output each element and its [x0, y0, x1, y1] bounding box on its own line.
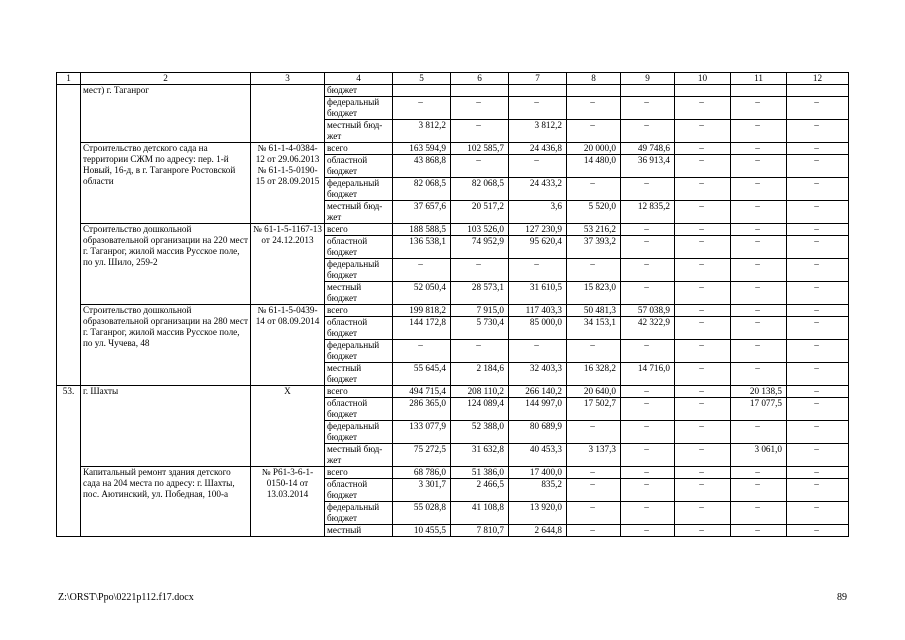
value-cell: 68 786,0 [393, 467, 451, 479]
value-cell: – [567, 421, 621, 444]
value-cell: 14 480,0 [567, 155, 621, 178]
value-cell [451, 85, 509, 97]
value-cell: – [675, 224, 731, 236]
value-cell: 20 138,5 [731, 386, 787, 398]
value-cell: – [675, 120, 731, 143]
value-cell: 14 716,0 [621, 363, 675, 386]
value-cell: – [567, 120, 621, 143]
value-cell: – [675, 479, 731, 502]
value-cell: – [621, 259, 675, 282]
value-cell: – [731, 479, 787, 502]
value-cell: 188 588,5 [393, 224, 451, 236]
expertise-cell [251, 85, 325, 143]
value-cell: – [731, 317, 787, 340]
value-cell: – [621, 340, 675, 363]
document-path: Z:\ORST\Ppo\0221p112.f17.docx [58, 592, 194, 603]
value-cell: – [675, 259, 731, 282]
value-cell: 34 153,1 [567, 317, 621, 340]
value-cell: – [675, 317, 731, 340]
header-cell: 5 [393, 73, 451, 85]
value-cell: 57 038,9 [621, 305, 675, 317]
object-name-cell: Строительство детского сада на территории СЖМ по адресу: пер. 1-й Новый, 16-д, в г. Таганроге Ростовской области [81, 143, 251, 224]
table-row [57, 467, 849, 479]
value-cell: 74 952,9 [451, 236, 509, 259]
header-row [57, 73, 849, 85]
value-cell: – [621, 421, 675, 444]
value-cell: 2 644,8 [509, 525, 567, 537]
value-cell: – [787, 155, 849, 178]
value-cell: – [731, 502, 787, 525]
budget-source-cell: всего [325, 143, 393, 155]
table-row [57, 224, 849, 236]
value-cell: 17 502,7 [567, 398, 621, 421]
value-cell: 52 388,0 [451, 421, 509, 444]
value-cell: – [675, 201, 731, 224]
value-cell: 199 818,2 [393, 305, 451, 317]
value-cell: – [787, 236, 849, 259]
value-cell: 5 520,0 [567, 201, 621, 224]
value-cell: – [787, 259, 849, 282]
budget-source-cell: федеральный бюджет [325, 178, 393, 201]
value-cell: 49 748,6 [621, 143, 675, 155]
table-row [57, 386, 849, 398]
value-cell: – [787, 224, 849, 236]
value-cell: – [731, 363, 787, 386]
value-cell: – [731, 97, 787, 120]
value-cell: – [621, 178, 675, 201]
value-cell: – [621, 502, 675, 525]
value-cell: 3,6 [509, 201, 567, 224]
value-cell: – [731, 525, 787, 537]
value-cell: – [567, 178, 621, 201]
value-cell: – [509, 340, 567, 363]
value-cell: 10 455,5 [393, 525, 451, 537]
value-cell: 42 322,9 [621, 317, 675, 340]
value-cell: – [675, 178, 731, 201]
value-cell: 266 140,2 [509, 386, 567, 398]
header-cell: 4 [325, 73, 393, 85]
value-cell: 51 386,0 [451, 467, 509, 479]
value-cell [509, 85, 567, 97]
value-cell: 163 594,9 [393, 143, 451, 155]
value-cell: – [621, 479, 675, 502]
value-cell: – [787, 467, 849, 479]
value-cell: 31 632,8 [451, 444, 509, 467]
value-cell: 55 028,8 [393, 502, 451, 525]
value-cell: – [451, 259, 509, 282]
value-cell: – [451, 120, 509, 143]
budget-source-cell: федеральный бюджет [325, 421, 393, 444]
budget-source-cell: всего [325, 224, 393, 236]
value-cell: – [621, 236, 675, 259]
value-cell: – [731, 224, 787, 236]
expertise-cell: № 61-1-4-0384-12 от 29.06.2013 № 61-1-5-0190-15 от 28.09.2015 [251, 143, 325, 224]
value-cell: – [567, 467, 621, 479]
value-cell: 41 108,8 [451, 502, 509, 525]
value-cell: – [787, 305, 849, 317]
value-cell: 3 812,2 [509, 120, 567, 143]
value-cell: – [567, 502, 621, 525]
expertise-cell: Х [251, 386, 325, 467]
object-name-cell: мест) г. Таганрог [81, 85, 251, 143]
value-cell: – [731, 259, 787, 282]
value-cell: – [675, 398, 731, 421]
value-cell: – [621, 467, 675, 479]
value-cell: 24 433,2 [509, 178, 567, 201]
value-cell: 127 230,9 [509, 224, 567, 236]
object-name-cell: г. Шахты [81, 386, 251, 467]
value-cell: – [675, 502, 731, 525]
budget-source-cell: всего [325, 305, 393, 317]
value-cell: 85 000,0 [509, 317, 567, 340]
budget-source-cell: местный бюд-жет [325, 120, 393, 143]
budget-source-cell: местный бюджет [325, 282, 393, 305]
budget-source-cell: федеральный бюджет [325, 97, 393, 120]
value-cell: – [621, 398, 675, 421]
header-cell: 1 [57, 73, 81, 85]
value-cell: 20 640,0 [567, 386, 621, 398]
value-cell: 3 812,2 [393, 120, 451, 143]
value-cell: – [675, 143, 731, 155]
value-cell: – [787, 97, 849, 120]
value-cell: 494 715,4 [393, 386, 451, 398]
budget-source-cell: федеральный бюджет [325, 259, 393, 282]
row-number-cell: 53. [57, 386, 81, 537]
value-cell: – [675, 525, 731, 537]
budget-source-cell: всего [325, 386, 393, 398]
value-cell: 16 328,2 [567, 363, 621, 386]
value-cell: – [731, 155, 787, 178]
value-cell: 208 110,2 [451, 386, 509, 398]
expertise-cell: № 61-1-5-0439-14 от 08.09.2014 [251, 305, 325, 386]
value-cell: – [451, 340, 509, 363]
value-cell: 28 573,1 [451, 282, 509, 305]
value-cell: 835,2 [509, 479, 567, 502]
value-cell: – [731, 421, 787, 444]
value-cell: 3 137,3 [567, 444, 621, 467]
value-cell: 117 403,3 [509, 305, 567, 317]
value-cell: – [675, 236, 731, 259]
value-cell: – [621, 282, 675, 305]
header-cell: 3 [251, 73, 325, 85]
value-cell: 7 915,0 [451, 305, 509, 317]
value-cell: – [621, 386, 675, 398]
value-cell: 40 453,3 [509, 444, 567, 467]
value-cell: – [787, 421, 849, 444]
value-cell: – [621, 444, 675, 467]
value-cell: 124 089,4 [451, 398, 509, 421]
value-cell: 102 585,7 [451, 143, 509, 155]
value-cell: – [509, 97, 567, 120]
value-cell: – [675, 305, 731, 317]
value-cell: – [621, 224, 675, 236]
value-cell: – [621, 525, 675, 537]
budget-source-cell: областной бюджет [325, 479, 393, 502]
value-cell [567, 85, 621, 97]
value-cell: – [731, 143, 787, 155]
header-cell: 2 [81, 73, 251, 85]
value-cell: – [567, 340, 621, 363]
budget-table [56, 72, 849, 537]
value-cell: – [675, 444, 731, 467]
value-cell: 7 810,7 [451, 525, 509, 537]
value-cell: – [675, 155, 731, 178]
value-cell: – [451, 97, 509, 120]
object-name-cell: Строительство дошкольной образовательной организации на 280 мест г. Таганрог, жилой массив Русское поле, по ул. Чучева, 48 [81, 305, 251, 386]
header-cell: 12 [787, 73, 849, 85]
value-cell: 2 466,5 [451, 479, 509, 502]
value-cell [675, 85, 731, 97]
value-cell: – [787, 363, 849, 386]
value-cell: 36 913,4 [621, 155, 675, 178]
value-cell: 5 730,4 [451, 317, 509, 340]
value-cell: – [787, 282, 849, 305]
value-cell: – [787, 340, 849, 363]
expertise-cell: № 61-1-5-1167-13 от 24.12.2013 [251, 224, 325, 305]
value-cell: 2 184,6 [451, 363, 509, 386]
value-cell: – [451, 155, 509, 178]
value-cell: 55 645,4 [393, 363, 451, 386]
value-cell: – [393, 97, 451, 120]
value-cell: – [393, 259, 451, 282]
header-cell: 9 [621, 73, 675, 85]
value-cell: – [787, 398, 849, 421]
value-cell: – [675, 421, 731, 444]
budget-source-cell: всего [325, 467, 393, 479]
value-cell: 286 365,0 [393, 398, 451, 421]
value-cell: 75 272,5 [393, 444, 451, 467]
value-cell: 82 068,5 [393, 178, 451, 201]
value-cell: 50 481,3 [567, 305, 621, 317]
value-cell: 80 689,9 [509, 421, 567, 444]
value-cell: 3 301,7 [393, 479, 451, 502]
value-cell [731, 85, 787, 97]
value-cell: – [787, 143, 849, 155]
value-cell: – [787, 317, 849, 340]
page-number: 89 [837, 592, 847, 603]
budget-source-cell: областной бюджет [325, 155, 393, 178]
value-cell: – [567, 525, 621, 537]
budget-source-cell: местный бюджет [325, 363, 393, 386]
budget-source-cell: областной бюджет [325, 317, 393, 340]
value-cell: – [787, 201, 849, 224]
value-cell: – [731, 282, 787, 305]
row-number-cell [57, 85, 81, 386]
value-cell: 3 061,0 [731, 444, 787, 467]
header-cell: 10 [675, 73, 731, 85]
value-cell: – [787, 178, 849, 201]
budget-source-cell: федеральный бюджет [325, 340, 393, 363]
value-cell: 24 436,8 [509, 143, 567, 155]
object-name-cell: Капитальный ремонт здания детского сада на 204 места по адресу: г. Шахты, пос. Аютинский, ул. Победная, 100-а [81, 467, 251, 537]
value-cell: – [509, 259, 567, 282]
value-cell: 31 610,5 [509, 282, 567, 305]
header-cell: 7 [509, 73, 567, 85]
value-cell: 13 920,0 [509, 502, 567, 525]
expertise-cell: № Р61-3-6-1-0150-14 от 13.03.2014 [251, 467, 325, 537]
object-name-cell: Строительство дошкольной образовательной организации на 220 мест г. Таганрог, жилой массив Русское поле, по ул. Шило, 259-2 [81, 224, 251, 305]
value-cell: – [621, 120, 675, 143]
value-cell: – [787, 502, 849, 525]
value-cell: – [731, 178, 787, 201]
value-cell: 37 657,6 [393, 201, 451, 224]
value-cell: 133 077,9 [393, 421, 451, 444]
value-cell: 144 997,0 [509, 398, 567, 421]
value-cell: – [787, 479, 849, 502]
value-cell: – [731, 467, 787, 479]
value-cell: 37 393,2 [567, 236, 621, 259]
value-cell: – [731, 340, 787, 363]
value-cell: – [731, 305, 787, 317]
value-cell: – [731, 120, 787, 143]
table-body [57, 73, 849, 537]
value-cell: – [675, 282, 731, 305]
value-cell: – [675, 340, 731, 363]
value-cell: 82 068,5 [451, 178, 509, 201]
value-cell: 20 517,2 [451, 201, 509, 224]
value-cell: – [787, 386, 849, 398]
value-cell: 136 538,1 [393, 236, 451, 259]
budget-source-cell: областной бюджет [325, 236, 393, 259]
value-cell: 95 620,4 [509, 236, 567, 259]
budget-source-cell: местный бюд-жет [325, 444, 393, 467]
value-cell: – [675, 467, 731, 479]
table-row [57, 85, 849, 97]
value-cell: – [509, 155, 567, 178]
value-cell: 17 400,0 [509, 467, 567, 479]
value-cell: – [731, 201, 787, 224]
value-cell: – [787, 525, 849, 537]
value-cell: 52 050,4 [393, 282, 451, 305]
value-cell: 20 000,0 [567, 143, 621, 155]
budget-source-cell: местный [325, 525, 393, 537]
header-cell: 6 [451, 73, 509, 85]
value-cell: – [675, 363, 731, 386]
value-cell: – [621, 97, 675, 120]
budget-source-cell: областной бюджет [325, 398, 393, 421]
value-cell: 32 403,3 [509, 363, 567, 386]
header-cell: 8 [567, 73, 621, 85]
value-cell: – [675, 386, 731, 398]
value-cell: – [567, 97, 621, 120]
value-cell: – [567, 479, 621, 502]
value-cell: – [393, 340, 451, 363]
value-cell: – [567, 259, 621, 282]
value-cell: 103 526,0 [451, 224, 509, 236]
table-row [57, 143, 849, 155]
value-cell [787, 85, 849, 97]
value-cell: – [675, 97, 731, 120]
value-cell [393, 85, 451, 97]
value-cell: 15 823,0 [567, 282, 621, 305]
value-cell: – [731, 236, 787, 259]
value-cell: 53 216,2 [567, 224, 621, 236]
budget-source-cell: бюджет [325, 85, 393, 97]
value-cell: 12 835,2 [621, 201, 675, 224]
value-cell: – [787, 120, 849, 143]
value-cell: 43 868,8 [393, 155, 451, 178]
value-cell [621, 85, 675, 97]
header-cell: 11 [731, 73, 787, 85]
budget-source-cell: местный бюд-жет [325, 201, 393, 224]
budget-source-cell: федеральный бюджет [325, 502, 393, 525]
value-cell: – [787, 444, 849, 467]
table-row [57, 305, 849, 317]
value-cell: 144 172,8 [393, 317, 451, 340]
value-cell: 17 077,5 [731, 398, 787, 421]
